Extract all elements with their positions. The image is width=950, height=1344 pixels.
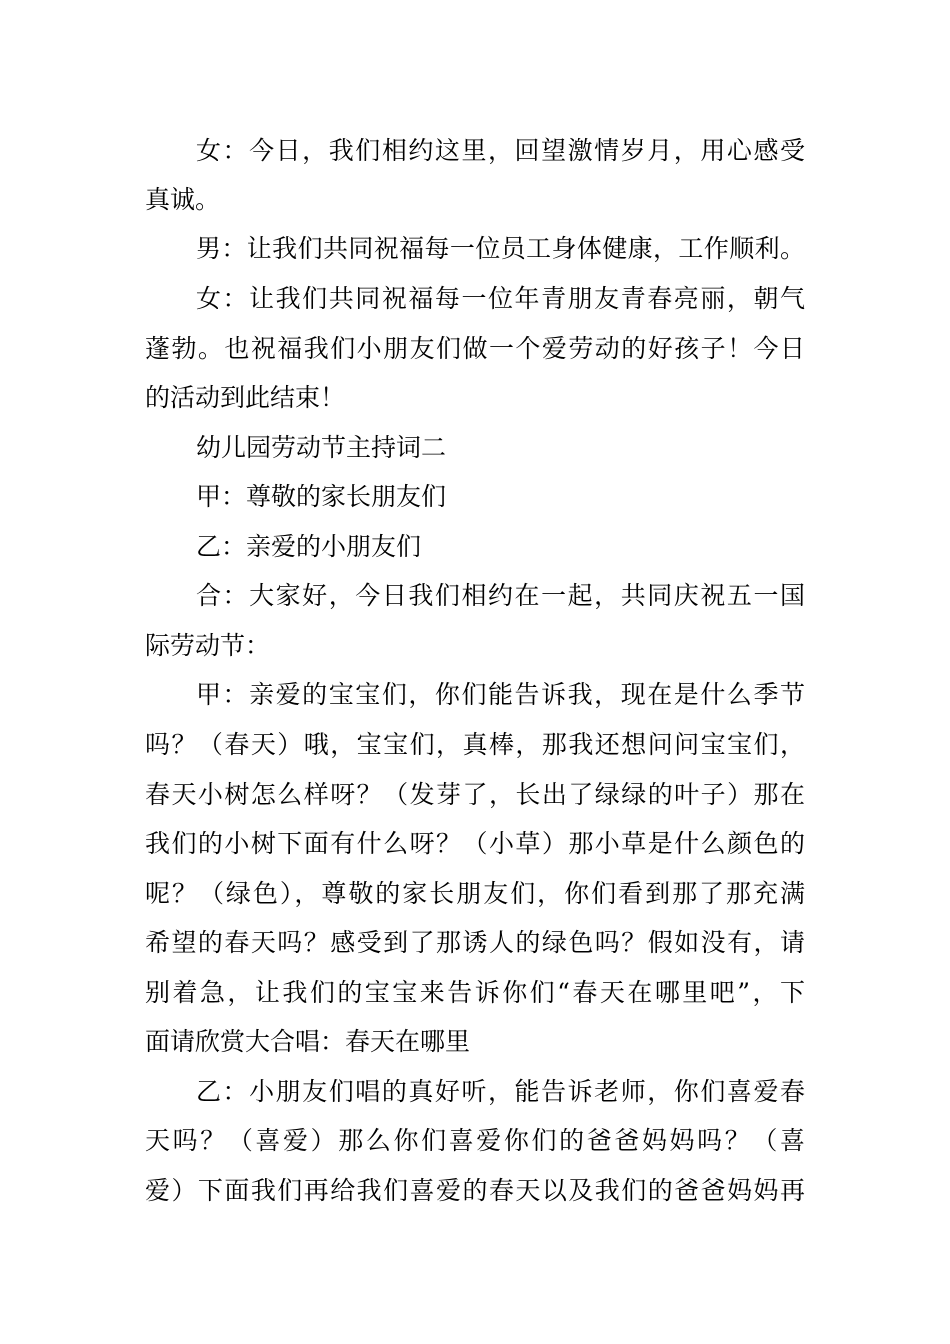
paragraph-line: 乙：小朋友们唱的真好听，能告诉老师，你们喜爱春 [196,1077,805,1106]
paragraph-line: 春天小树怎么样呀？（发芽了，长出了绿绿的叶子）那在 [145,780,805,809]
paragraph-line: 女：今日，我们相约这里，回望激情岁月，用心感受 [196,136,805,165]
paragraph-line: 我们的小树下面有什么呀？（小草）那小草是什么颜色的 [145,829,805,858]
paragraph-line: 呢？（绿色），尊敬的家长朋友们，你们看到那了那充满 [145,879,805,908]
paragraph-line: 乙：亲爱的小朋友们 [196,532,422,561]
paragraph-line: 别着急，让我们的宝宝来告诉你们“春天在哪里吧”，下 [145,978,805,1007]
paragraph-line: 甲：尊敬的家长朋友们 [196,482,447,511]
paragraph-line: 希望的春天吗？感受到了那诱人的绿色吗？假如没有，请 [145,928,805,957]
paragraph-line: 合：大家好，今日我们相约在一起，共同庆祝五一国 [196,581,805,610]
paragraph-line: 的活动到此结束！ [145,383,346,412]
section-heading: 幼儿园劳动节主持词二 [196,433,447,462]
paragraph-line: 爱）下面我们再给我们喜爱的春天以及我们的爸爸妈妈再 [145,1176,805,1205]
paragraph-line: 甲：亲爱的宝宝们，你们能告诉我，现在是什么季节 [196,680,805,709]
paragraph-line: 天吗？（喜爱）那么你们喜爱你们的爸爸妈妈吗？（喜 [145,1126,805,1155]
paragraph-line: 蓬勃。也祝福我们小朋友们做一个爱劳动的好孩子！今日 [145,334,805,363]
paragraph-line: 女：让我们共同祝福每一位年青朋友青春亮丽，朝气 [196,284,805,313]
paragraph-line: 男：让我们共同祝福每一位员工身体健康，工作顺利。 [196,234,805,263]
paragraph-line: 真诚。 [145,185,221,214]
paragraph-line: 际劳动节： [145,631,271,660]
paragraph-line: 吗？（春天）哦，宝宝们，真棒，那我还想问问宝宝们， [145,730,805,759]
paragraph-line: 面请欣赏大合唱：春天在哪里 [145,1027,471,1056]
